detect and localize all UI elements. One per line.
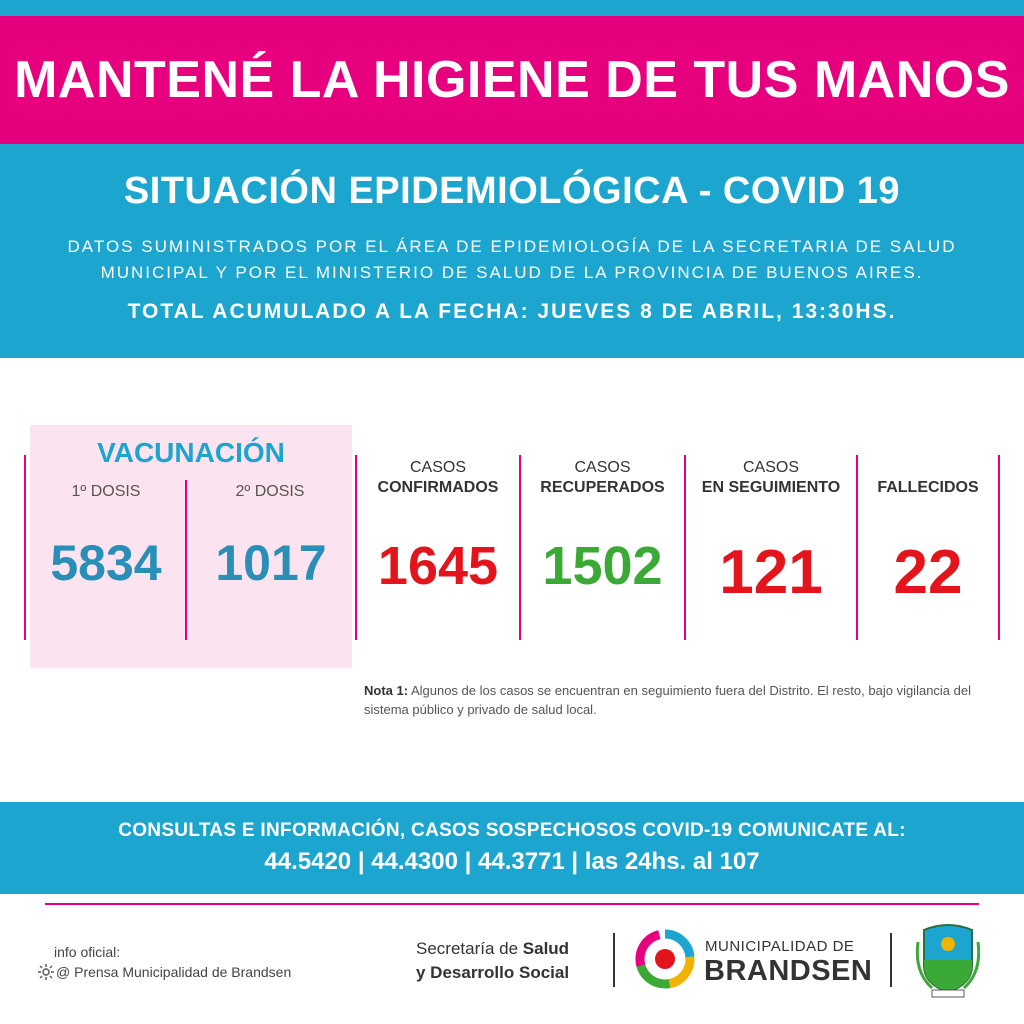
- note-label: Nota 1:: [364, 683, 409, 698]
- monitoring-label-line2: EN SEGUIMIENTO: [701, 479, 841, 496]
- deceased-value: 22: [893, 538, 963, 607]
- dose1-label: 1º DOSIS: [71, 483, 141, 500]
- info-subtitle: [40, 234, 984, 286]
- contact-section: [0, 802, 1024, 894]
- footer-separator: [890, 933, 892, 987]
- info-section: [0, 144, 1024, 358]
- banner: [0, 16, 1024, 144]
- footer-divider: [45, 903, 979, 905]
- coat-of-arms-icon: [912, 922, 984, 998]
- secretaria-logo: [416, 937, 596, 985]
- divider-line: [24, 455, 26, 640]
- note-text: Algunos de los casos se encuentran en seguimiento fuera del Distrito. El resto, bajo vigilancia del sistema público y privado de salud local.: [364, 683, 971, 717]
- info-subtitle-line2: MUNICIPAL Y POR EL MINISTERIO DE SALUD DE LA PROVINCIA DE BUENOS AIRES.: [100, 263, 924, 282]
- footer-info: [36, 944, 356, 982]
- recovered-label: [521, 458, 684, 498]
- footer-info-handle: @ Prensa Municipalidad de Brandsen: [56, 964, 292, 980]
- monitoring-label-line1: CASOS: [742, 459, 799, 476]
- confirmed-label: [357, 458, 519, 498]
- dose2-value: 1017: [215, 535, 327, 591]
- banner-title: MANTENÉ LA HIGIENE DE TUS MANOS: [14, 51, 1010, 109]
- confirmed-label-line1: CASOS: [409, 459, 466, 476]
- confirmed-value: 1645: [377, 536, 499, 596]
- vaccination-title: VACUNACIÓN: [97, 437, 285, 468]
- footer-info-label: info oficial:: [54, 944, 121, 960]
- secretaria-line2: y Desarrollo Social: [416, 963, 570, 982]
- contact-line1: CONSULTAS E INFORMACIÓN, CASOS SOSPECHOSOS COVID-19 COMUNICATE AL:: [118, 820, 906, 841]
- secretaria-line1-b: Salud: [522, 939, 570, 958]
- social-icon: [36, 962, 56, 982]
- confirmed-label-line2: CONFIRMADOS: [377, 479, 499, 496]
- divider-line: [998, 455, 1000, 640]
- dose1-value: 5834: [50, 535, 162, 591]
- recovered-value: 1502: [542, 536, 663, 596]
- municipal-logo-line1: MUNICIPALIDAD DE: [705, 938, 855, 955]
- note: [364, 681, 994, 719]
- dose2-label: 2º DOSIS: [235, 483, 305, 500]
- monitoring-label: [686, 458, 856, 498]
- divider-line: [185, 480, 187, 640]
- recovered-label-line2: RECUPERADOS: [540, 479, 665, 496]
- municipal-logo-line2: BRANDSEN: [704, 955, 873, 987]
- top-strip: [0, 0, 1024, 16]
- municipal-logo-icon: [634, 928, 696, 990]
- contact-phones: 44.5420 | 44.4300 | 44.3771 | las 24hs. al 107: [264, 848, 760, 875]
- footer-separator: [613, 933, 615, 987]
- info-date: TOTAL ACUMULADO A LA FECHA: JUEVES 8 DE ABRIL, 13:30HS.: [127, 300, 897, 323]
- recovered-label-line1: CASOS: [574, 459, 631, 476]
- info-title: SITUACIÓN EPIDEMIOLÓGICA - COVID 19: [123, 170, 901, 212]
- deceased-label: FALLECIDOS: [877, 479, 979, 496]
- secretaria-line1-a: Secretaría de: [416, 939, 523, 958]
- monitoring-value: 121: [719, 538, 823, 607]
- info-subtitle-line1: DATOS SUMINISTRADOS POR EL ÁREA DE EPIDEMIOLOGÍA DE LA SECRETARIA DE SALUD: [67, 237, 957, 256]
